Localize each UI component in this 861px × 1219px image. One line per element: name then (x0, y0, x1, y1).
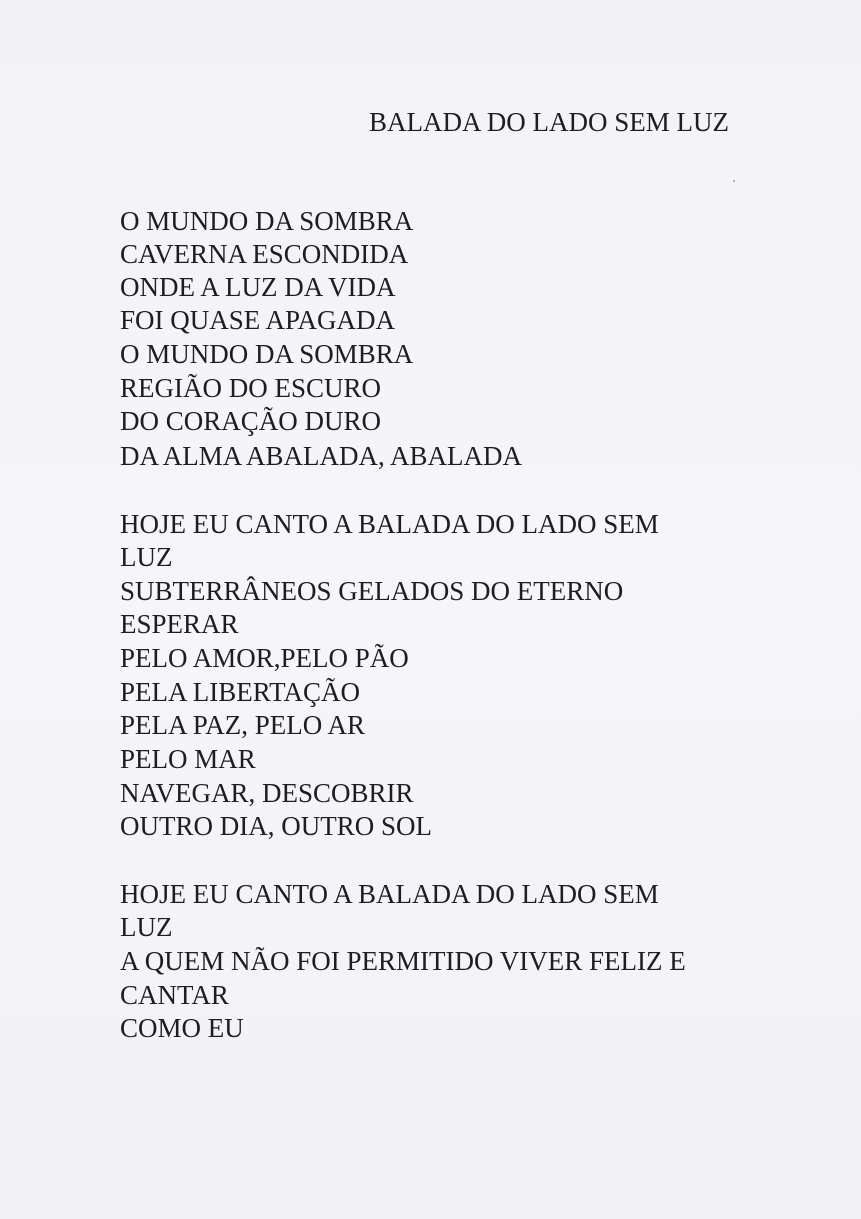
poem-line: SUBTERRÂNEOS GELADOS DO ETERNO (120, 576, 624, 606)
poem-line: PELO MAR (120, 744, 256, 774)
poem-line: PELA LIBERTAÇÃO (120, 677, 360, 707)
poem-line: CAVERNA ESCONDIDA (120, 239, 409, 269)
poem-line: OUTRO DIA, OUTRO SOL (120, 811, 432, 841)
poem-line: DO CORAÇÃO DURO (120, 406, 382, 436)
poem-line: LUZ (120, 912, 173, 942)
poem-line: LUZ (120, 542, 173, 572)
poem-line: DA ALMA ABALADA, ABALADA (120, 441, 523, 471)
poem-line: HOJE EU CANTO A BALADA DO LADO SEM (120, 509, 659, 539)
poem-line: FOI QUASE APAGADA (120, 305, 396, 335)
poem-title: BALADA DO LADO SEM LUZ (369, 107, 729, 137)
paper-speck (733, 180, 735, 182)
poem-line: O MUNDO DA SOMBRA (120, 339, 414, 369)
poem-line: O MUNDO DA SOMBRA (120, 206, 414, 236)
poem-line: HOJE EU CANTO A BALADA DO LADO SEM (120, 879, 659, 909)
poem-line: NAVEGAR, DESCOBRIR (120, 778, 414, 808)
poem-line: PELA PAZ, PELO AR (120, 710, 366, 740)
poem-line: ONDE A LUZ DA VIDA (120, 272, 396, 302)
poem-line: COMO EU (120, 1013, 244, 1043)
poem-line: ESPERAR (120, 609, 239, 639)
poem-line: CANTAR (120, 980, 229, 1010)
poem-line: PELO AMOR,PELO PÃO (120, 643, 409, 673)
poem-line: REGIÃO DO ESCURO (120, 373, 382, 403)
poem-line: A QUEM NÃO FOI PERMITIDO VIVER FELIZ E (120, 946, 686, 976)
